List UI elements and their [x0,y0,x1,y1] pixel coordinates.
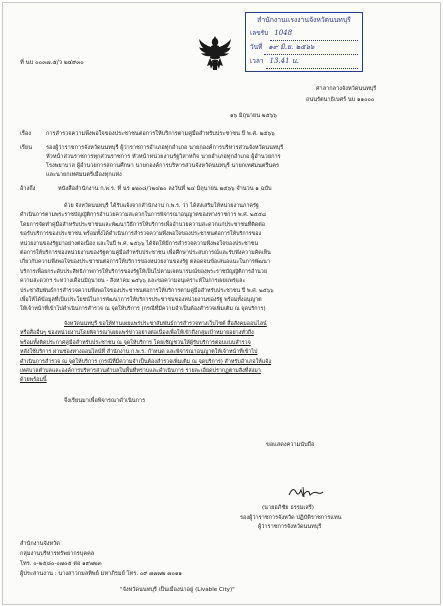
recipient-label: เรียน [20,145,33,151]
stamp-row [250,27,358,41]
document-date: ๑๖ มิถุนายน ๒๕๖๖ [230,113,277,119]
body-line: จังหวัดนนทบุรี ขอให้ท่านเผยแพร่ประชาสัมพันธ์การสำรวจทางเว็บไซต์ สื่อสังคมออนไลน์ [64,321,267,327]
body-line: หน่วยงานของรัฐมาอย่างต่อเนื่อง และในปี พ.ศ. ๒๕๖๖ ได้จัดให้มีการสำรวจความพึงพอใจของประชาชน [20,240,259,247]
reference-text: หนังสือสำนักงาน ก.พ.ร. ที่ นร ๑๒๐๘/ว๒๔๒๐ ลงวันที่ ๒๔ มิถุนายน ๒๕๖๖ จำนวน ๑ ฉบับ [58,186,272,192]
body-line: หลังใช้บริการ ผ่านช่องทางออนไลน์ที่ สำนักงาน ก.พ.ร. กำหนด และพิจารณาอนุญาตให้เจ้าหน้าที่เข้าไป [20,349,258,356]
footer-slogan: "จังหวัดนนทบุรี เป็นเมืองน่าอยู่ (Livable City)" [120,587,235,593]
body-line: ต่อการให้บริการของหน่วยงานของรัฐตามคู่มือสำหรับประชาชน เพื่อศึกษาประสบการณ์และรับฟังความคิดเห็น [20,250,271,257]
signature-icon [286,483,326,501]
stamp-label: เวลา [250,57,264,65]
stamp-row [250,41,358,55]
body-paragraph-1 [20,202,418,315]
body-line: เทศบาลตำบลและองค์การบริหารส่วนตำบลในพื้นที่ทราบและดำเนินการ รายละเอียดปรากฏตามสิ่งที่ส่งมา [20,368,261,375]
footer-division: กลุ่มงานบริหารทรัพยากรบุคคล [20,551,95,557]
footer-coordinator: ผู้ประสานงาน : นางสาวกมลทิพย์ มหาภิรมย์ โทร. ๐๙ ๗๗๗๒ ๗๐๑๑ [20,571,182,577]
signer-position-2: ผู้ว่าราชการจังหวัดนนทบุรี [258,524,322,530]
body-line: ให้เจ้าหน้าที่เข้าไปดำเนินการสำรวจ ณ จุดให้บริการ (กรณีที่มีความจำเป็นต้องสำรวจเพิ่มเติม ณ จุดบริการ) [20,306,266,313]
footer-phone: โทร. ๐-๒๕๘๐-๐๗๐๕ ต่อ ๑๙๗๒๓ [20,561,102,567]
body-line: หรือสื่ออื่นๆ ของหน่วยงานโดยพิจารณาเผยแพร่ข่าวอย่างต่อเนื่องเพื่อให้เข้าถึงกลุ่มเป้าหมายอย่างทั่วถึง [20,330,254,337]
stamp-row [250,55,358,69]
stamp-title: สำนักงานเเรงงานจังหวัดนนทบุรี [257,16,351,24]
recipient-line: โรงพยาบาล ผู้อำนวยการสถานศึกษา นายกองค์การบริหารส่วนจังหวัดนนทบุรี นายกเทศมนตรีนคร [46,163,280,169]
stamp-label: เลขรับ [250,29,269,37]
footer-office: สำนักงานจังหวัด [20,541,60,547]
body-line: ด้วยพร้อมนี้ [20,377,47,384]
closing-respect: ขอแสดงความนับถือ [266,442,315,448]
body-line: ประชาสัมพันธ์การสำรวจความพึงพอใจของประชาชนต่อการให้บริการตามคู่มือสำหรับประชาชน ปี พ.ศ. ๒๕๖๖ [20,287,274,294]
stamp-value: 1048 [270,27,358,41]
body-paragraph-2 [20,320,418,386]
body-line: ดำเนินการตามพระราชบัญญัติการอำนวยความสะดวกในการพิจารณาอนุญาตของทางราชการ พ.ศ. ๒๕๕๘ [20,212,266,219]
body-line: ดำเนินการสำรวจ ณ จุดให้บริการ (กรณีที่มีความจำเป็นต้องสำรวจเพิ่มเติม ณ จุดบริการ) สำหรับอำเภอให้แจ้ง [20,358,272,365]
body-line: บริการเพื่อยกระดับประสิทธิภาพการให้บริการของรัฐให้เป็นไปตามเจตนารมณ์ของพระราชบัญญัติการอำนวย [20,268,267,275]
body-paragraph-3: จึงเรียนมาเพื่อพิจารณาดำเนินการ [64,398,146,404]
body-line: ความสะดวกฯ ระหว่างเดือนมิถุนายน - สิงหาคม ๒๕๖๖ และขอความอนุเคราะห์ในการเผยแพร่และ [20,278,246,285]
signer-name: (นายอภิชัย ธรรมเสรี) [262,505,314,511]
org-address-line1: ศาลากลางจังหวัดนนทบุรี [316,86,377,92]
subject-text: การสำรวจความพึงพอใจของประชาชนต่อการให้บริการตามคู่มือสำหรับประชาชน ปี พ.ศ. ๒๕๖๖ [46,131,275,137]
recipient-line: หัวหน้าส่วนราชการทุกส่วนราชการ หัวหน้าหน่วยงานรัฐวิสาหกิจ นายอำเภอทุกอำเภอ ผู้อำนวยการ [46,154,281,160]
body-line: เพื่อให้ได้ข้อมูลที่เป็นประโยชน์ในการพัฒนาการให้บริการประชาชนของหน่วยงานของรัฐ พร้อมทั้งอนุญาต [20,297,262,304]
reference-label: อ้างถึง [20,186,36,192]
body-line: โดยการจัดทำคู่มือสำหรับประชาชนและพัฒนาวิธีการให้บริการเพื่ออำนวยความสะดวกแก่ประชาชนที่ติดต่อ [20,221,266,228]
org-address-line2: ถนนรัตนาธิเบศร์ นบ ๑๑๐๐๐ [306,97,375,103]
stamp-value: 13.41 น. [266,55,358,69]
body-line: ขอรับบริการของประชาชน พร้อมทั้งได้ดำเนินการสำรวจความพึงพอใจของประชาชนต่อการให้บริการของ [20,231,262,238]
signer-position-1: รองผู้ว่าราชการจังหวัด ปฏิบัติราชการแทน [240,515,342,521]
recipient-line: และนายกเทศมนตรีเมืองทุกแห่ง [46,172,122,178]
stamp-value: ๑๙ มิ.ย. ๒๕๖๖ [264,41,358,55]
body-line: ด้วย จังหวัดนนทบุรี ได้รับแจ้งจากสำนักงาน ก.พ.ร. ว่า ได้ส่งเสริมให้หน่วยงานภาครัฐ [64,203,259,209]
garuda-emblem-icon [198,34,232,74]
subject-label: เรื่อง [20,131,32,137]
recipient-line: รองผู้ว่าราชการจังหวัดนนทบุรี ผู้ว่าราชการอำเภอทุกอำเภอ นายกองค์การบริหารส่วนจังหวัดนนทบุรี [46,145,284,151]
received-stamp [245,12,363,72]
body-line: พร้อมทั้งติดประกาศคู่มือสำหรับประชาชน ณ จุดให้บริการ โดยเชิญชวนให้ผู้รับบริการตอบแบบสำรวจ [20,339,251,346]
document-number: ที่ นบ ๐๐๓๗.๕/ว ๒๔๙๓๐ [20,60,84,66]
stamp-label: วันที่ [250,43,263,51]
body-line: เกี่ยวกับความพึงพอใจของประชาชนต่อการให้บริการของหน่วยงานของรัฐ ตลอดจนข้อเสนอแนะในการพัฒนา [20,259,270,266]
